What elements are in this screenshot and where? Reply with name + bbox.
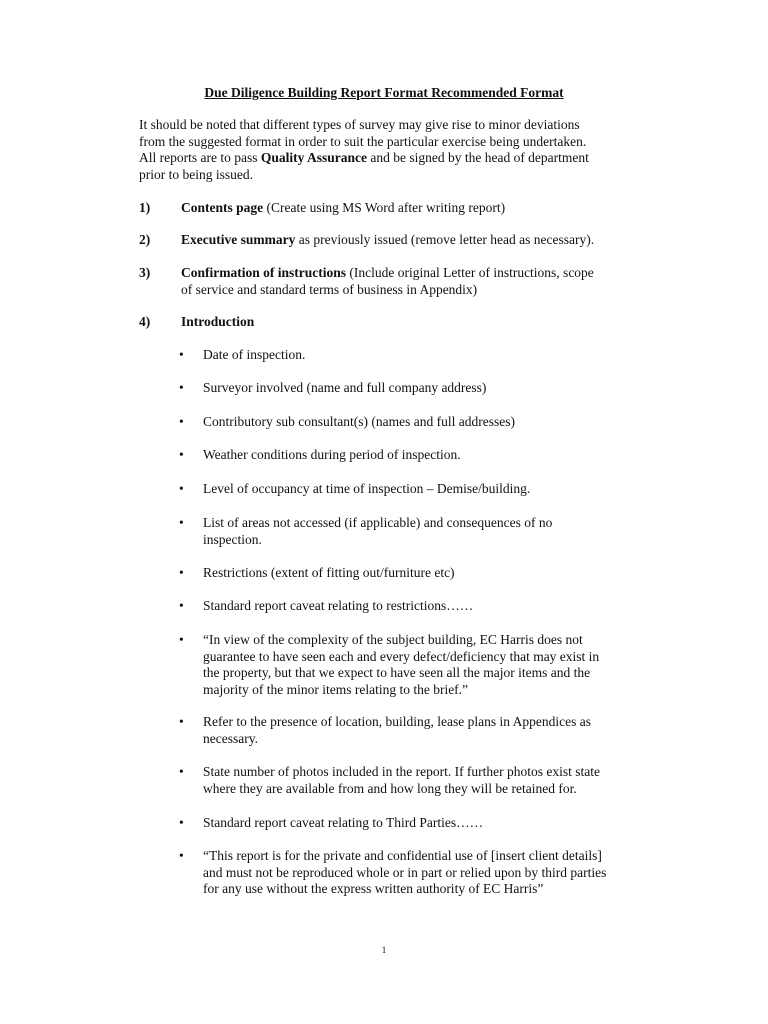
bullet-text [203, 414, 639, 431]
bullet-icon: • [179, 714, 184, 729]
section-heading: Contents page [181, 200, 264, 215]
bullet-text [203, 447, 639, 464]
bullet-text [203, 347, 639, 364]
bullet-line: Refer to the presence of location, building, lease plans in Appendices as [203, 714, 592, 729]
bullet-icon: • [179, 414, 184, 429]
page-number: 1 [381, 945, 387, 955]
bullet-icon: • [179, 347, 184, 362]
bullet-text [203, 632, 639, 698]
bullet-line: Standard report caveat relating to Third Parties…… [203, 815, 484, 830]
bullet-line: “This report is for the private and confidential use of [insert client details] [203, 848, 602, 863]
bullet-icon: • [179, 380, 184, 395]
bullet-line: Restrictions (extent of fitting out/furniture etc) [203, 565, 455, 580]
section-heading: Introduction [181, 314, 255, 329]
bullet-text [203, 598, 639, 615]
bullet-text [203, 515, 639, 548]
section-text: as previously issued (remove letter head as necessary). [295, 232, 595, 247]
bullet-line: List of areas not accessed (if applicable) and consequences of no [203, 515, 553, 530]
bullet-icon: • [179, 447, 184, 462]
bullet-icon: • [179, 515, 184, 530]
bullet-text [203, 380, 639, 397]
bullet-icon: • [179, 481, 184, 496]
bullet-line: Level of occupancy at time of inspection – Demise/building. [203, 481, 531, 496]
section-number: 4) [139, 314, 151, 329]
bullet-text [203, 565, 639, 582]
section-body [181, 314, 639, 331]
bullet-icon: • [179, 764, 184, 779]
bullet-line: inspection. [203, 531, 262, 547]
section-body [181, 232, 639, 249]
section-body [181, 265, 639, 298]
document-title: Due Diligence Building Report Format Recommended Format [204, 85, 564, 100]
intro-paragraph [139, 117, 639, 183]
bullet-line: Weather conditions during period of inspection. [203, 447, 461, 462]
bullet-text [203, 764, 639, 797]
bullet-line: where they are available from and how long they will be retained for. [203, 780, 577, 796]
bullet-icon: • [179, 632, 184, 647]
intro-text: and be signed by the head of department [366, 150, 589, 165]
section-number: 2) [139, 232, 151, 247]
section-text: (Create using MS Word after writing report) [263, 200, 506, 215]
section-number: 1) [139, 200, 151, 215]
section-line: of service and standard terms of business in Appendix) [181, 281, 478, 297]
intro-line [139, 150, 639, 167]
section-heading: Executive summary [181, 232, 296, 247]
section-line [181, 265, 639, 282]
bullet-text [203, 481, 639, 498]
section-heading: Confirmation of instructions [181, 265, 346, 280]
intro-line: from the suggested format in order to suit the particular exercise being undertaken. [139, 133, 587, 149]
bullet-text [203, 848, 639, 898]
section-number: 3) [139, 265, 151, 280]
section-text: (Include original Letter of instructions, scope [346, 265, 594, 280]
bullet-line: the property, but that we expect to have seen all the major items and the [203, 665, 591, 680]
intro-line: It should be noted that different types of survey may give rise to minor deviations [139, 117, 580, 132]
bullet-line: “In view of the complexity of the subject building, EC Harris does not [203, 632, 583, 647]
bullet-line: majority of the minor items relating to the brief.” [203, 681, 469, 697]
bullet-line: Contributory sub consultant(s) (names and full addresses) [203, 414, 515, 429]
intro-line: prior to being issued. [139, 166, 253, 182]
bullet-line: necessary. [203, 730, 258, 746]
bullet-icon: • [179, 815, 184, 830]
bullet-line: for any use without the express written authority of EC Harris” [203, 881, 544, 896]
bullet-line: guarantee to have seen each and every defect/deficiency that may exist in [203, 648, 600, 664]
bullet-icon: • [179, 598, 184, 613]
bullet-icon: • [179, 848, 184, 863]
bullet-text [203, 714, 639, 747]
bullet-line: State number of photos included in the report. If further photos exist state [203, 764, 601, 779]
bullet-line: and must not be reproduced whole or in part or relied upon by third parties [203, 864, 607, 880]
bullet-line: Date of inspection. [203, 347, 306, 362]
quality-assurance-emphasis: Quality Assurance [260, 150, 367, 165]
bullet-line: Standard report caveat relating to restrictions…… [203, 598, 474, 613]
bullet-text [203, 815, 639, 832]
intro-text: All reports are to pass [139, 150, 261, 165]
bullet-icon: • [179, 565, 184, 580]
bullet-line: Surveyor involved (name and full company address) [203, 380, 487, 395]
section-body [181, 200, 639, 217]
